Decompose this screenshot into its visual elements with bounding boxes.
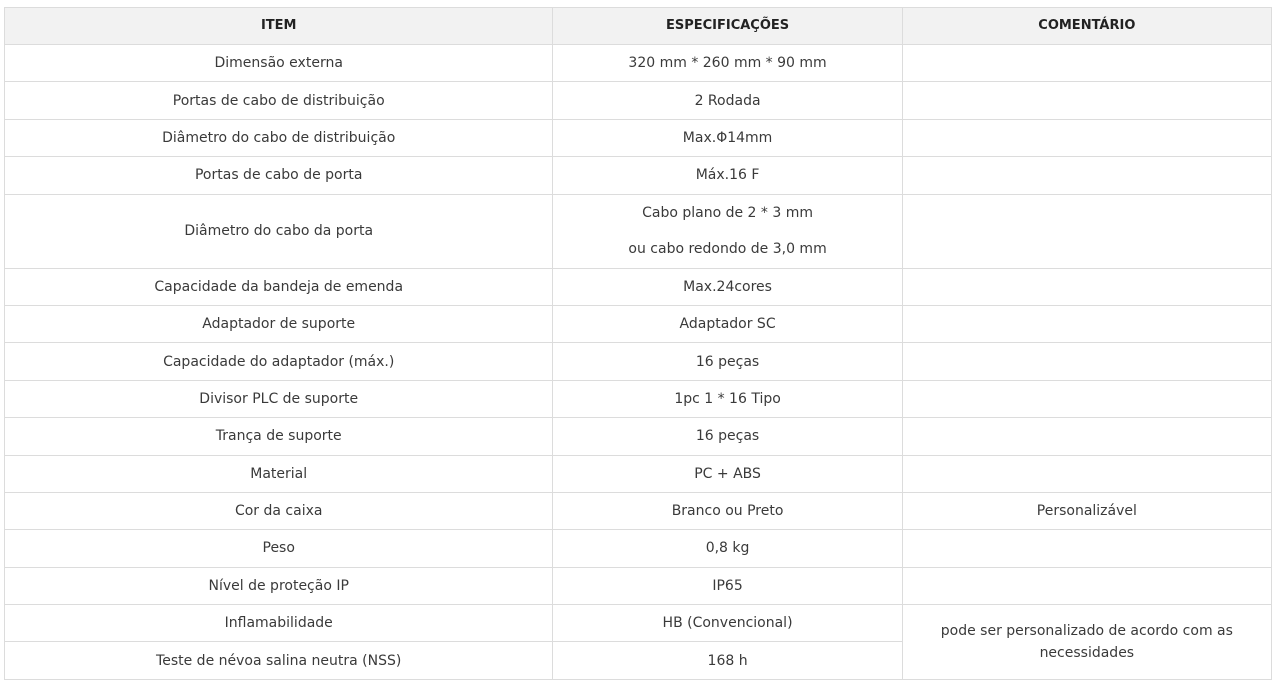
comment-cell: [902, 418, 1271, 455]
spec-cell: Max.Φ14mm: [553, 119, 902, 156]
comment-cell: [902, 157, 1271, 194]
spec-cell: HB (Convencional): [553, 605, 902, 642]
spec-cell: [553, 194, 902, 268]
header-item: ITEM: [5, 8, 553, 45]
header-comment: COMENTÁRIO: [902, 8, 1271, 45]
item-cell: Dimensão externa: [5, 45, 553, 82]
comment-cell: [902, 268, 1271, 305]
table-header-row: [5, 8, 1272, 45]
item-cell: Divisor PLC de suporte: [5, 380, 553, 417]
table-row: [5, 492, 1272, 529]
table-row: [5, 418, 1272, 455]
table-row: [5, 194, 1272, 268]
item-cell: Nível de proteção IP: [5, 567, 553, 604]
item-cell: Diâmetro do cabo da porta: [5, 194, 553, 268]
spec-cell: PC + ABS: [553, 455, 902, 492]
table-row: [5, 343, 1272, 380]
header-specifications: ESPECIFICAÇÕES: [553, 8, 902, 45]
item-cell: Adaptador de suporte: [5, 305, 553, 342]
item-cell: Cor da caixa: [5, 492, 553, 529]
spec-cell: 320 mm * 260 mm * 90 mm: [553, 45, 902, 82]
item-cell: Trança de suporte: [5, 418, 553, 455]
comment-cell: Personalizável: [902, 492, 1271, 529]
table-row: [5, 605, 1272, 642]
table-row: [5, 455, 1272, 492]
comment-cell: [902, 455, 1271, 492]
spec-cell: Adaptador SC: [553, 305, 902, 342]
comment-cell: [902, 305, 1271, 342]
comment-cell: [902, 82, 1271, 119]
spec-cell: 0,8 kg: [553, 530, 902, 567]
table-row: [5, 82, 1272, 119]
comment-cell: [902, 45, 1271, 82]
comment-cell: [902, 380, 1271, 417]
spec-cell: 168 h: [553, 642, 902, 679]
table-row: [5, 380, 1272, 417]
item-cell: Teste de névoa salina neutra (NSS): [5, 642, 553, 679]
comment-cell: [902, 343, 1271, 380]
comment-cell: [902, 567, 1271, 604]
table-row: [5, 567, 1272, 604]
spec-line: Cabo plano de 2 * 3 mm: [642, 205, 813, 222]
comment-cell: [902, 119, 1271, 156]
table-row: [5, 268, 1272, 305]
table-row: [5, 157, 1272, 194]
spec-cell: Max.24cores: [553, 268, 902, 305]
comment-cell: [902, 530, 1271, 567]
table-row: [5, 305, 1272, 342]
spec-cell: IP65: [553, 567, 902, 604]
spec-cell: 16 peças: [553, 343, 902, 380]
comment-cell: [902, 194, 1271, 268]
comment-cell: pode ser personalizado de acordo com as necessidades: [902, 605, 1271, 680]
table-row: [5, 530, 1272, 567]
spec-cell: 16 peças: [553, 418, 902, 455]
spec-line: ou cabo redondo de 3,0 mm: [628, 241, 827, 258]
spec-cell: 1pc 1 * 16 Tipo: [553, 380, 902, 417]
item-cell: Capacidade do adaptador (máx.): [5, 343, 553, 380]
table-row: [5, 45, 1272, 82]
spec-cell: Branco ou Preto: [553, 492, 902, 529]
table-row: [5, 119, 1272, 156]
item-cell: Portas de cabo de porta: [5, 157, 553, 194]
item-cell: Inflamabilidade: [5, 605, 553, 642]
item-cell: Capacidade da bandeja de emenda: [5, 268, 553, 305]
item-cell: Portas de cabo de distribuição: [5, 82, 553, 119]
spec-cell: 2 Rodada: [553, 82, 902, 119]
item-cell: Diâmetro do cabo de distribuição: [5, 119, 553, 156]
specifications-table: [4, 7, 1272, 680]
spec-cell: Máx.16 F: [553, 157, 902, 194]
item-cell: Peso: [5, 530, 553, 567]
item-cell: Material: [5, 455, 553, 492]
